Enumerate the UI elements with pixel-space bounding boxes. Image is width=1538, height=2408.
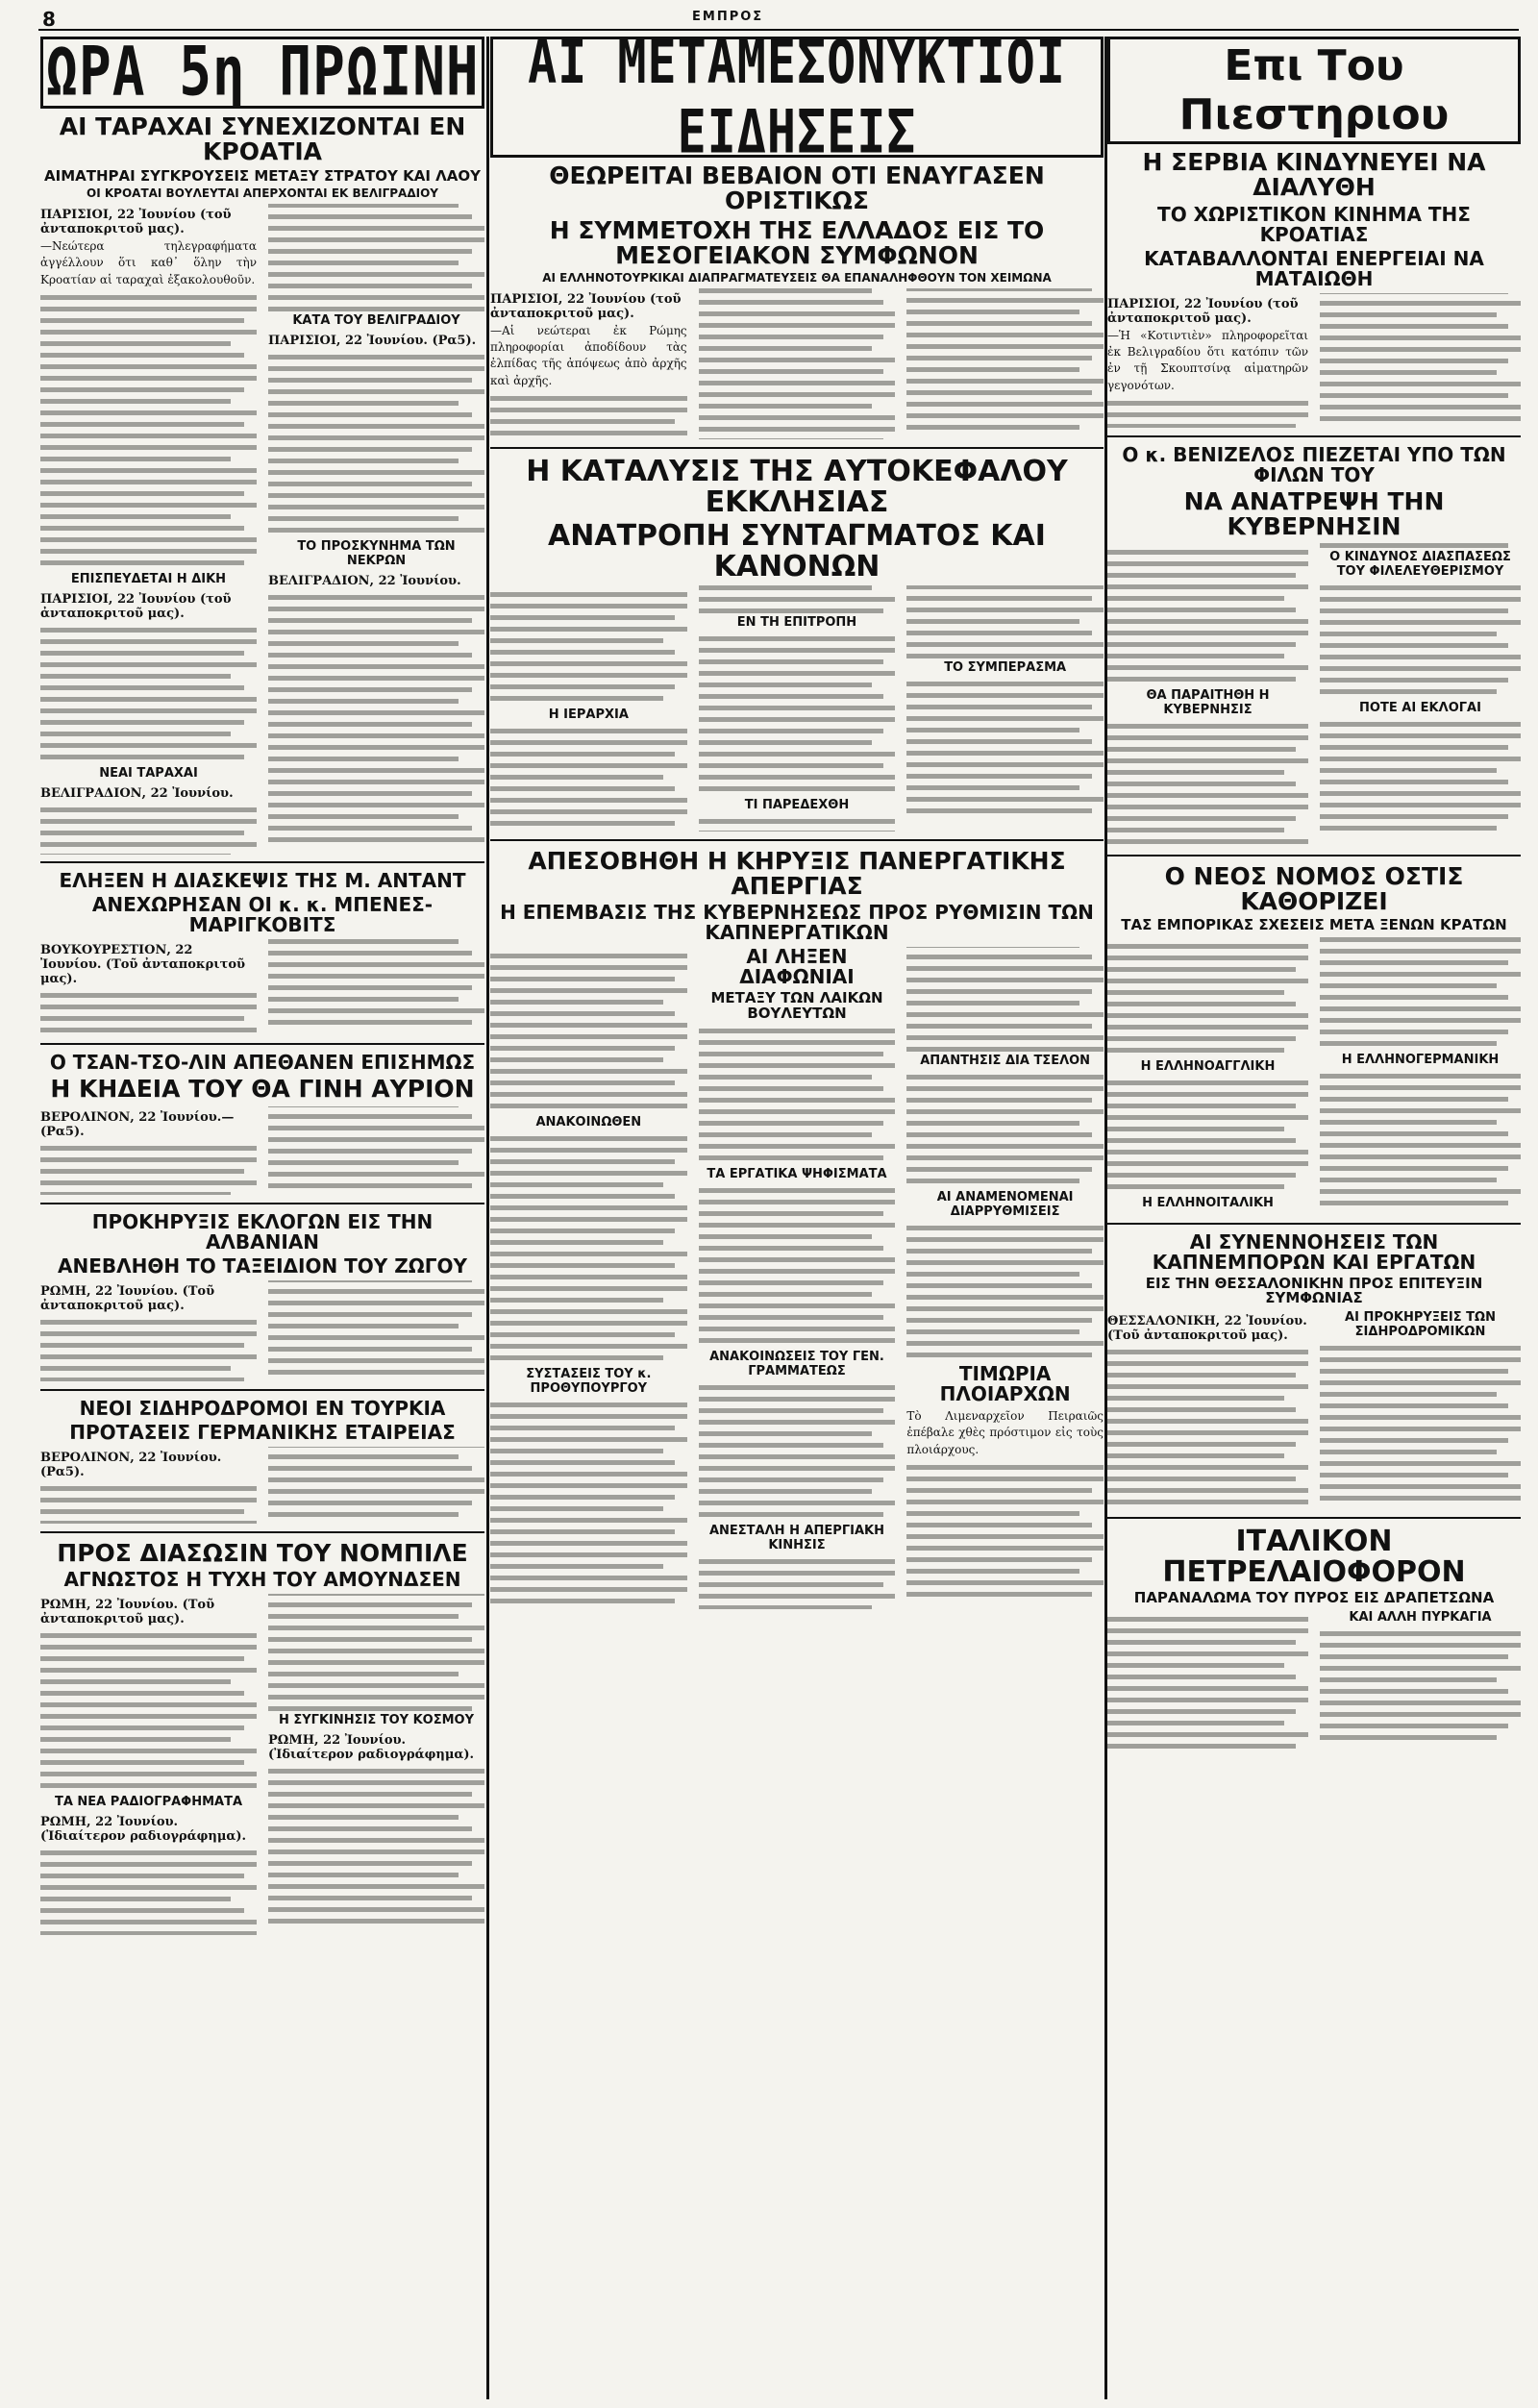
headline: Η ΣΥΜΜΕΤΟΧΗ ΤΗΣ ΕΛΛΑΔΟΣ ΕΙΣ ΤΟ ΜΕΣΟΓΕΙΑΚΟΝ ΣΥΜΦΩΝΟΝ [549, 215, 1045, 269]
illegible-text [1320, 937, 1521, 1046]
illegible-text [1320, 585, 1521, 694]
article-body [490, 585, 1104, 832]
newspaper-name: ΕΜΠΡΟΣ [692, 10, 764, 24]
illegible-text [699, 636, 896, 791]
column-on-press [1107, 37, 1521, 2399]
illegible-text [1320, 722, 1521, 831]
subhead: ΤΟ ΠΡΟΣΚΥΝΗΜΑ ΤΩΝ ΝΕΚΡΩΝ [297, 539, 456, 569]
headline: ΕΙΣ ΤΗΝ ΘΕΣΣΑΛΟΝΙΚΗΝ ΠΡΟΣ ΕΠΙΤΕΥΞΙΝ ΣΥΜΦΩΝΙΑΣ [1145, 1274, 1483, 1307]
headline: Η ΕΠΕΜΒΑΣΙΣ ΤΗΣ ΚΥΒΕΡΝΗΣΕΩΣ ΠΡΟΣ ΡΥΘΜΙΣΙΝ ΤΩΝ ΚΑΠΝΕΡΓΑΤΙΚΩΝ [500, 901, 1094, 945]
section-title: Επι Του Πιεστηριου [1178, 41, 1450, 139]
rule [1107, 1517, 1521, 1519]
illegible-text [1107, 550, 1308, 682]
subhead: ΤΑ ΝΕΑ ΡΑΔΙΟΓΡΑΦΗΜΑΤΑ [54, 1795, 243, 1810]
article-body [1107, 1310, 1521, 1509]
article-body [40, 1106, 484, 1196]
dateline: ΘΕΣΣΑΛΟΝΙΚΗ, 22 Ἰουνίου. (Τοῦ ἀνταποκριτοῦ μας). [1107, 1314, 1307, 1344]
dateline: ΒΕΡΟΛΙΝΟΝ, 22 Ἰουνίου.—(Ρα5). [40, 1109, 235, 1139]
dateline: ΠΑΡΙΣΙΟΙ, 22 Ἰουνίου (τοῦ ἀνταποκριτοῦ μας). [40, 592, 232, 622]
headline: ΠΡΟΣ ΔΙΑΣΩΣΙΝ ΤΟΥ ΝΟΜΠΙΛΕ [57, 1539, 468, 1568]
illegible-text [1320, 1074, 1521, 1205]
illegible-text [699, 1385, 896, 1517]
illegible-text [490, 954, 687, 1108]
subhead: Η ΕΛΛΗΝΟΙΤΑΛΙΚΗ [1142, 1196, 1274, 1211]
subhead: ΠΟΤΕ ΑΙ ΕΚΛΟΓΑΙ [1359, 701, 1481, 716]
rule [1107, 855, 1521, 856]
subhead: ΑΝΑΚΟΙΝΩΣΕΙΣ ΤΟΥ ΓΕΝ. ΓΡΑΜΜΑΤΕΩΣ [709, 1349, 884, 1378]
illegible-text [268, 1769, 484, 1924]
rule [40, 1203, 484, 1204]
headline: ΤΙΜΩΡΙΑ ΠΛΟΙΑΡΧΩΝ [939, 1361, 1071, 1405]
subhead: ΝΕΑΙ ΤΑΡΑΧΑΙ [99, 766, 198, 782]
article-body [490, 947, 1104, 1609]
illegible-text [1107, 1617, 1308, 1749]
subhead: ΑΙ ΠΡΟΚΗΡΥΞΕΙΣ ΤΩΝ ΣΙΔΗΡΟΔΡΟΜΙΚΩΝ [1345, 1310, 1496, 1340]
headline: ΑΙ ΣΥΝΕΝΝΟΗΣΕΙΣ ΤΩΝ ΚΑΠΝΕΜΠΟΡΩΝ ΚΑΙ ΕΡΓΑΤΩΝ [1152, 1229, 1476, 1274]
subhead: ΑΝΑΚΟΙΝΩΘΕΝ [535, 1115, 642, 1130]
dateline: ΡΩΜΗ, 22 Ἰουνίου. (Τοῦ ἀνταποκριτοῦ μας). [40, 1284, 215, 1314]
illegible-text [40, 295, 257, 565]
headline: ΚΑΤΑΒΑΛΛΟΝΤΑΙ ΕΝΕΡΓΕΙΑΙ ΝΑ ΜΑΤΑΙΩΘΗ [1144, 246, 1484, 290]
illegible-text [268, 595, 484, 842]
subheadline: ΑΙΜΑΤΗΡΑΙ ΣΥΓΚΡΟΥΣΕΙΣ ΜΕΤΑΞΥ ΣΤΡΑΤΟΥ ΚΑΙ ΛΑΟΥ [44, 166, 481, 185]
article-body [40, 204, 484, 855]
dateline: ΡΩΜΗ, 22 Ἰουνίου. (Ἰδιαίτερον ραδιογράφημα). [40, 1815, 247, 1845]
headline: ΠΡΟΤΑΣΕΙΣ ΓΕΡΜΑΝΙΚΗΣ ΕΤΑΙΡΕΙΑΣ [69, 1420, 456, 1444]
headline: ΑΙ ΛΗΞΕΝ ΔΙΑΦΩΝΙΑΙ [739, 945, 855, 989]
subhead: ΑΠΑΝΤΗΣΙΣ ΔΙΑ ΤΣΕΛΟΝ [920, 1053, 1091, 1068]
article-body [40, 1280, 484, 1381]
headline: ΤΟ ΧΩΡΙΣΤΙΚΟΝ ΚΙΝΗΜΑ ΤΗΣ ΚΡΟΑΤΙΑΣ [1157, 202, 1471, 246]
illegible-text [490, 592, 687, 701]
rule [490, 447, 1104, 449]
headline: Η ΣΕΡΒΙΑ ΚΙΝΔΥΝΕΥΕΙ ΝΑ ΔΙΑΛΥΘΗ [1142, 148, 1486, 202]
subhead: ΘΑ ΠΑΡΑΙΤΗΘΗ Η ΚΥΒΕΡΝΗΣΙΣ [1146, 688, 1270, 718]
article-body [40, 1447, 484, 1525]
illegible-text [906, 682, 1104, 813]
illegible-text [906, 1465, 1104, 1597]
page-number: 8 [42, 8, 56, 31]
rule [40, 861, 484, 863]
dateline: ΠΑΡΙΣΙΟΙ, 22 Ἰουνίου (τοῦ ἀνταποκριτοῦ μας). [40, 207, 232, 236]
article-body [490, 288, 1104, 440]
section-title: ΑΙ ΜΕΤΑΜΕΣΟΝΥΚΤΙΟΙ ΕΙΔΗΣΕΙΣ [528, 37, 1066, 167]
subhead: ΑΙ ΑΝΑΜΕΝΟΜΕΝΑΙ ΔΙΑΡΡΥΘΜΙΣΕΙΣ [936, 1189, 1074, 1219]
article-paragraph: Τὸ Λιμεναρχεῖον Πειραιῶς ἐπέβαλε χθὲς πρόστιμον εἰς τοὺς πλοιάρχους. [906, 1408, 1104, 1456]
subhead: Η ΕΛΛΗΝΟΓΕΡΜΑΝΙΚΗ [1341, 1053, 1500, 1068]
headline: ΑΝΑΤΡΟΠΗ ΣΥΝΤΑΓΜΑΤΟΣ ΚΑΙ ΚΑΝΟΝΩΝ [548, 519, 1046, 583]
column-late-news [490, 37, 1104, 2399]
headline: ΑΠΕΣΟΒΗΘΗ Η ΚΗΡΥΞΙΣ ΠΑΝΕΡΓΑΤΙΚΗΣ ΑΠΕΡΓΙΑΣ [528, 846, 1066, 901]
rule [40, 1043, 484, 1045]
headline: ΑΓΝΩΣΤΟΣ Η ΤΥΧΗ ΤΟΥ ΑΜΟΥΝΔΣΕΝ [63, 1568, 461, 1592]
article-body [1107, 293, 1521, 428]
article-paragraph: —Νεώτερα τηλεγραφήματα ἀγγέλλουν ὅτι καθ᾽ ὅλην τὴν Κροατίαν αἱ ταραχαὶ ἐξακολουθοῦν. [40, 238, 257, 286]
subhead: Η ΕΛΛΗΝΟΑΓΓΛΙΚΗ [1140, 1059, 1276, 1075]
illegible-text [490, 1136, 687, 1360]
dateline: ΡΩΜΗ, 22 Ἰουνίου. (Ἰδιαίτερον ραδιογράφημα). [268, 1732, 475, 1762]
illegible-text [906, 1075, 1104, 1183]
headline: ΘΕΩΡΕΙΤΑΙ ΒΕΒΑΙΟΝ ΟΤΙ ΕΝΑΥΓΑΣΕΝ ΟΡΙΣΤΙΚΩΣ [549, 161, 1045, 215]
dateline: ΒΕΛΙΓΡΑΔΙΟΝ, 22 Ἰουνίου. [40, 786, 234, 802]
section-title: ΩΡΑ 5η ΠΡΩΙΝΗ [45, 37, 480, 112]
illegible-text [490, 1403, 687, 1603]
rule [40, 1531, 484, 1533]
headline: ΜΕΤΑΞΥ ΤΩΝ ΛΑΙΚΩΝ ΒΟΥΛΕΥΤΩΝ [710, 989, 883, 1023]
illegible-text [1107, 1080, 1308, 1189]
column-divider [486, 37, 489, 2399]
illegible-text [1320, 1346, 1521, 1501]
illegible-text [1107, 944, 1308, 1053]
subhead: Η ΣΥΓΚΙΝΗΣΙΣ ΤΟΥ ΚΟΣΜΟΥ [278, 1712, 475, 1727]
subhead: ΤΙ ΠΑΡΕΔΕΧΘΗ [744, 798, 850, 813]
page-header [38, 8, 1519, 31]
headline: ΑΝΕΧΩΡΗΣΑΝ ΟΙ κ. κ. ΜΠΕΝΕΣ-ΜΑΡΙΓΚΟΒΙΤΣ [91, 893, 434, 937]
illegible-text [699, 1188, 896, 1343]
headline: Ο ΝΕΟΣ ΝΟΜΟΣ ΟΣΤΙΣ ΚΑΘΟΡΙΖΕΙ [1164, 861, 1464, 916]
subhead: ΕΠΙΣΠΕΥΔΕΤΑΙ Η ΔΙΚΗ [70, 572, 227, 587]
subhead: ΤΟ ΣΥΜΠΕΡΑΣΜΑ [944, 660, 1067, 676]
rule [1107, 1223, 1521, 1225]
dateline: ΒΟΥΚΟΥΡΕΣΤΙΟΝ, 22 Ἰουνίου. (Τοῦ ἀνταποκριτοῦ μας). [40, 943, 246, 987]
subhead: Η ΙΕΡΑΡΧΙΑ [548, 708, 629, 723]
subhead: ΕΝ ΤΗ ΕΠΙΤΡΟΠΗ [736, 615, 857, 631]
illegible-text [40, 628, 257, 759]
dateline: ΠΑΡΙΣΙΟΙ, 22 Ἰουνίου. (Ρα5). [268, 334, 477, 349]
subheadline: ΟΙ ΚΡΟΑΤΑΙ ΒΟΥΛΕΥΤΑΙ ΑΠΕΡΧΟΝΤΑΙ ΕΚ ΒΕΛΙΓΡΑΔΙΟΥ [87, 186, 438, 201]
article-body [1107, 937, 1521, 1215]
illegible-text [1320, 1631, 1521, 1740]
rule [1107, 435, 1521, 437]
subhead: ΚΑΙ ΑΛΛΗ ΠΥΡΚΑΓΙΑ [1349, 1609, 1492, 1625]
article-body [1107, 543, 1521, 847]
section-box [40, 37, 484, 112]
headline: ΝΕΟΙ ΣΙΔΗΡΟΔΡΟΜΟΙ ΕΝ ΤΟΥΡΚΙΑ [79, 1396, 446, 1420]
rule [40, 1389, 484, 1391]
subhead: Ο ΚΙΝΔΥΝΟΣ ΔΙΑΣΠΑΣΕΩΣ ΤΟΥ ΦΙΛΕΛΕΥΘΕΡΙΣΜΟΥ [1329, 550, 1511, 580]
dateline: ΠΑΡΙΣΙΟΙ, 22 Ἰουνίου (τοῦ ἀνταποκριτοῦ μας). [1107, 296, 1299, 326]
subheadline: ΑΙ ΕΛΛΗΝΟΤΟΥΡΚΙΚΑΙ ΔΙΑΠΡΑΓΜΑΤΕΥΣΕΙΣ ΘΑ ΕΠΑΝΑΛΗΦΘΟΥΝ ΤΟΝ ΧΕΙΜΩΝΑ [542, 271, 1052, 285]
article-paragraph: —Αἱ νεώτεραι ἐκ Ρώμης πληροφορίαι ἀποδίδουν τὰς ἐλπίδας τῆς ἀπόψεως ἀπὸ ἀρχῆς καὶ ἀρχῆς. [490, 323, 687, 387]
article-paragraph: —Ἡ «Κοτιντιὲν» πληροφορεῖται ἐκ Βελιγραδίου ὅτι κατόπιν τῶν ἐν τῇ Σκουπτσίνᾳ αἱματηρῶν γεγονότων. [1107, 328, 1308, 392]
headline: Ο κ. ΒΕΝΙΖΕΛΟΣ ΠΙΕΖΕΤΑΙ ΥΠΟ ΤΩΝ ΦΙΛΩΝ ΤΟΥ [1122, 442, 1506, 486]
section-box [1107, 37, 1521, 144]
subhead: ΚΑΤΑ ΤΟΥ ΒΕΛΙΓΡΑΔΙΟΥ [292, 313, 460, 329]
headline: ΝΑ ΑΝΑΤΡΕΨΗ ΤΗΝ ΚΥΒΕΡΝΗΣΙΝ [1183, 486, 1445, 541]
headline: ΑΙ ΤΑΡΑΧΑΙ ΣΥΝΕΧΙΖΟΝΤΑΙ ΕΝ ΚΡΟΑΤΙΑ [59, 112, 466, 166]
headline: ΠΡΟΚΗΡΥΞΙΣ ΕΚΛΟΓΩΝ ΕΙΣ ΤΗΝ ΑΛΒΑΝΙΑΝ [91, 1210, 434, 1254]
headline: ΤΑΣ ΕΜΠΟΡΙΚΑΣ ΣΧΕΣΕΙΣ ΜΕΤΑ ΞΕΝΩΝ ΚΡΑΤΩΝ [1121, 916, 1507, 934]
dateline: ΒΕΛΙΓΡΑΔΙΟΝ, 22 Ἰουνίου. [268, 574, 461, 589]
headline: ΑΝΕΒΛΗΘΗ ΤΟ ΤΑΞΕΙΔΙΟΝ ΤΟΥ ΖΩΓΟΥ [58, 1254, 467, 1278]
column-hour-5am [40, 37, 484, 2399]
section-box [490, 37, 1104, 167]
subhead: ΑΝΕΣΤΑΛΗ Η ΑΠΕΡΓΙΑΚΗ ΚΙΝΗΣΙΣ [708, 1523, 884, 1552]
article-body [1107, 1610, 1521, 1751]
subhead: ΤΑ ΕΡΓΑΤΙΚΑ ΨΗΦΙΣΜΑΤΑ [707, 1166, 887, 1181]
illegible-text [40, 1633, 257, 1788]
illegible-text [699, 1029, 896, 1160]
headline: ΙΤΑΛΙΚΟΝ ΠΕΤΡΕΛΑΙΟΦΟΡΟΝ [1162, 1525, 1466, 1589]
headline: ΕΛΗΞΕΝ Η ΔΙΑΣΚΕΨΙΣ ΤΗΣ Μ. ΑΝΤΑΝΤ [59, 869, 466, 893]
rule [490, 839, 1104, 841]
article-body [40, 939, 484, 1035]
illegible-text [906, 1226, 1104, 1357]
illegible-text [1107, 1350, 1308, 1504]
headline: Η ΚΗΔΕΙΑ ΤΟΥ ΘΑ ΓΙΝΗ ΑΥΡΙΟΝ [50, 1075, 475, 1104]
dateline: ΡΩΜΗ, 22 Ἰουνίου. (Τοῦ ἀνταποκριτοῦ μας). [40, 1598, 215, 1627]
headline: Η ΚΑΤΑΛΥΣΙΣ ΤΗΣ ΑΥΤΟΚΕΦΑΛΟΥ ΕΚΚΛΗΣΙΑΣ [526, 455, 1068, 519]
dateline: ΒΕΡΟΛΙΝΟΝ, 22 Ἰουνίου. (Ρα5). [40, 1450, 222, 1479]
dateline: ΠΑΡΙΣΙΟΙ, 22 Ἰουνίου (τοῦ ἀνταποκριτοῦ μας). [490, 291, 682, 321]
headline: ΠΑΡΑΝΑΛΩΜΑ ΤΟΥ ΠΥΡΟΣ ΕΙΣ ΔΡΑΠΕΤΣΩΝΑ [1133, 1589, 1495, 1607]
subhead: ΣΥΣΤΑΣΕΙΣ ΤΟΥ κ. ΠΡΟΘΥΠΟΥΡΓΟΥ [526, 1367, 652, 1397]
illegible-text [268, 355, 484, 533]
headline: Ο ΤΣΑΝ-ΤΣΟ-ΛΙΝ ΑΠΕΘΑΝΕΝ ΕΠΙΣΗΜΩΣ [49, 1051, 476, 1075]
article-body [40, 1594, 484, 1935]
